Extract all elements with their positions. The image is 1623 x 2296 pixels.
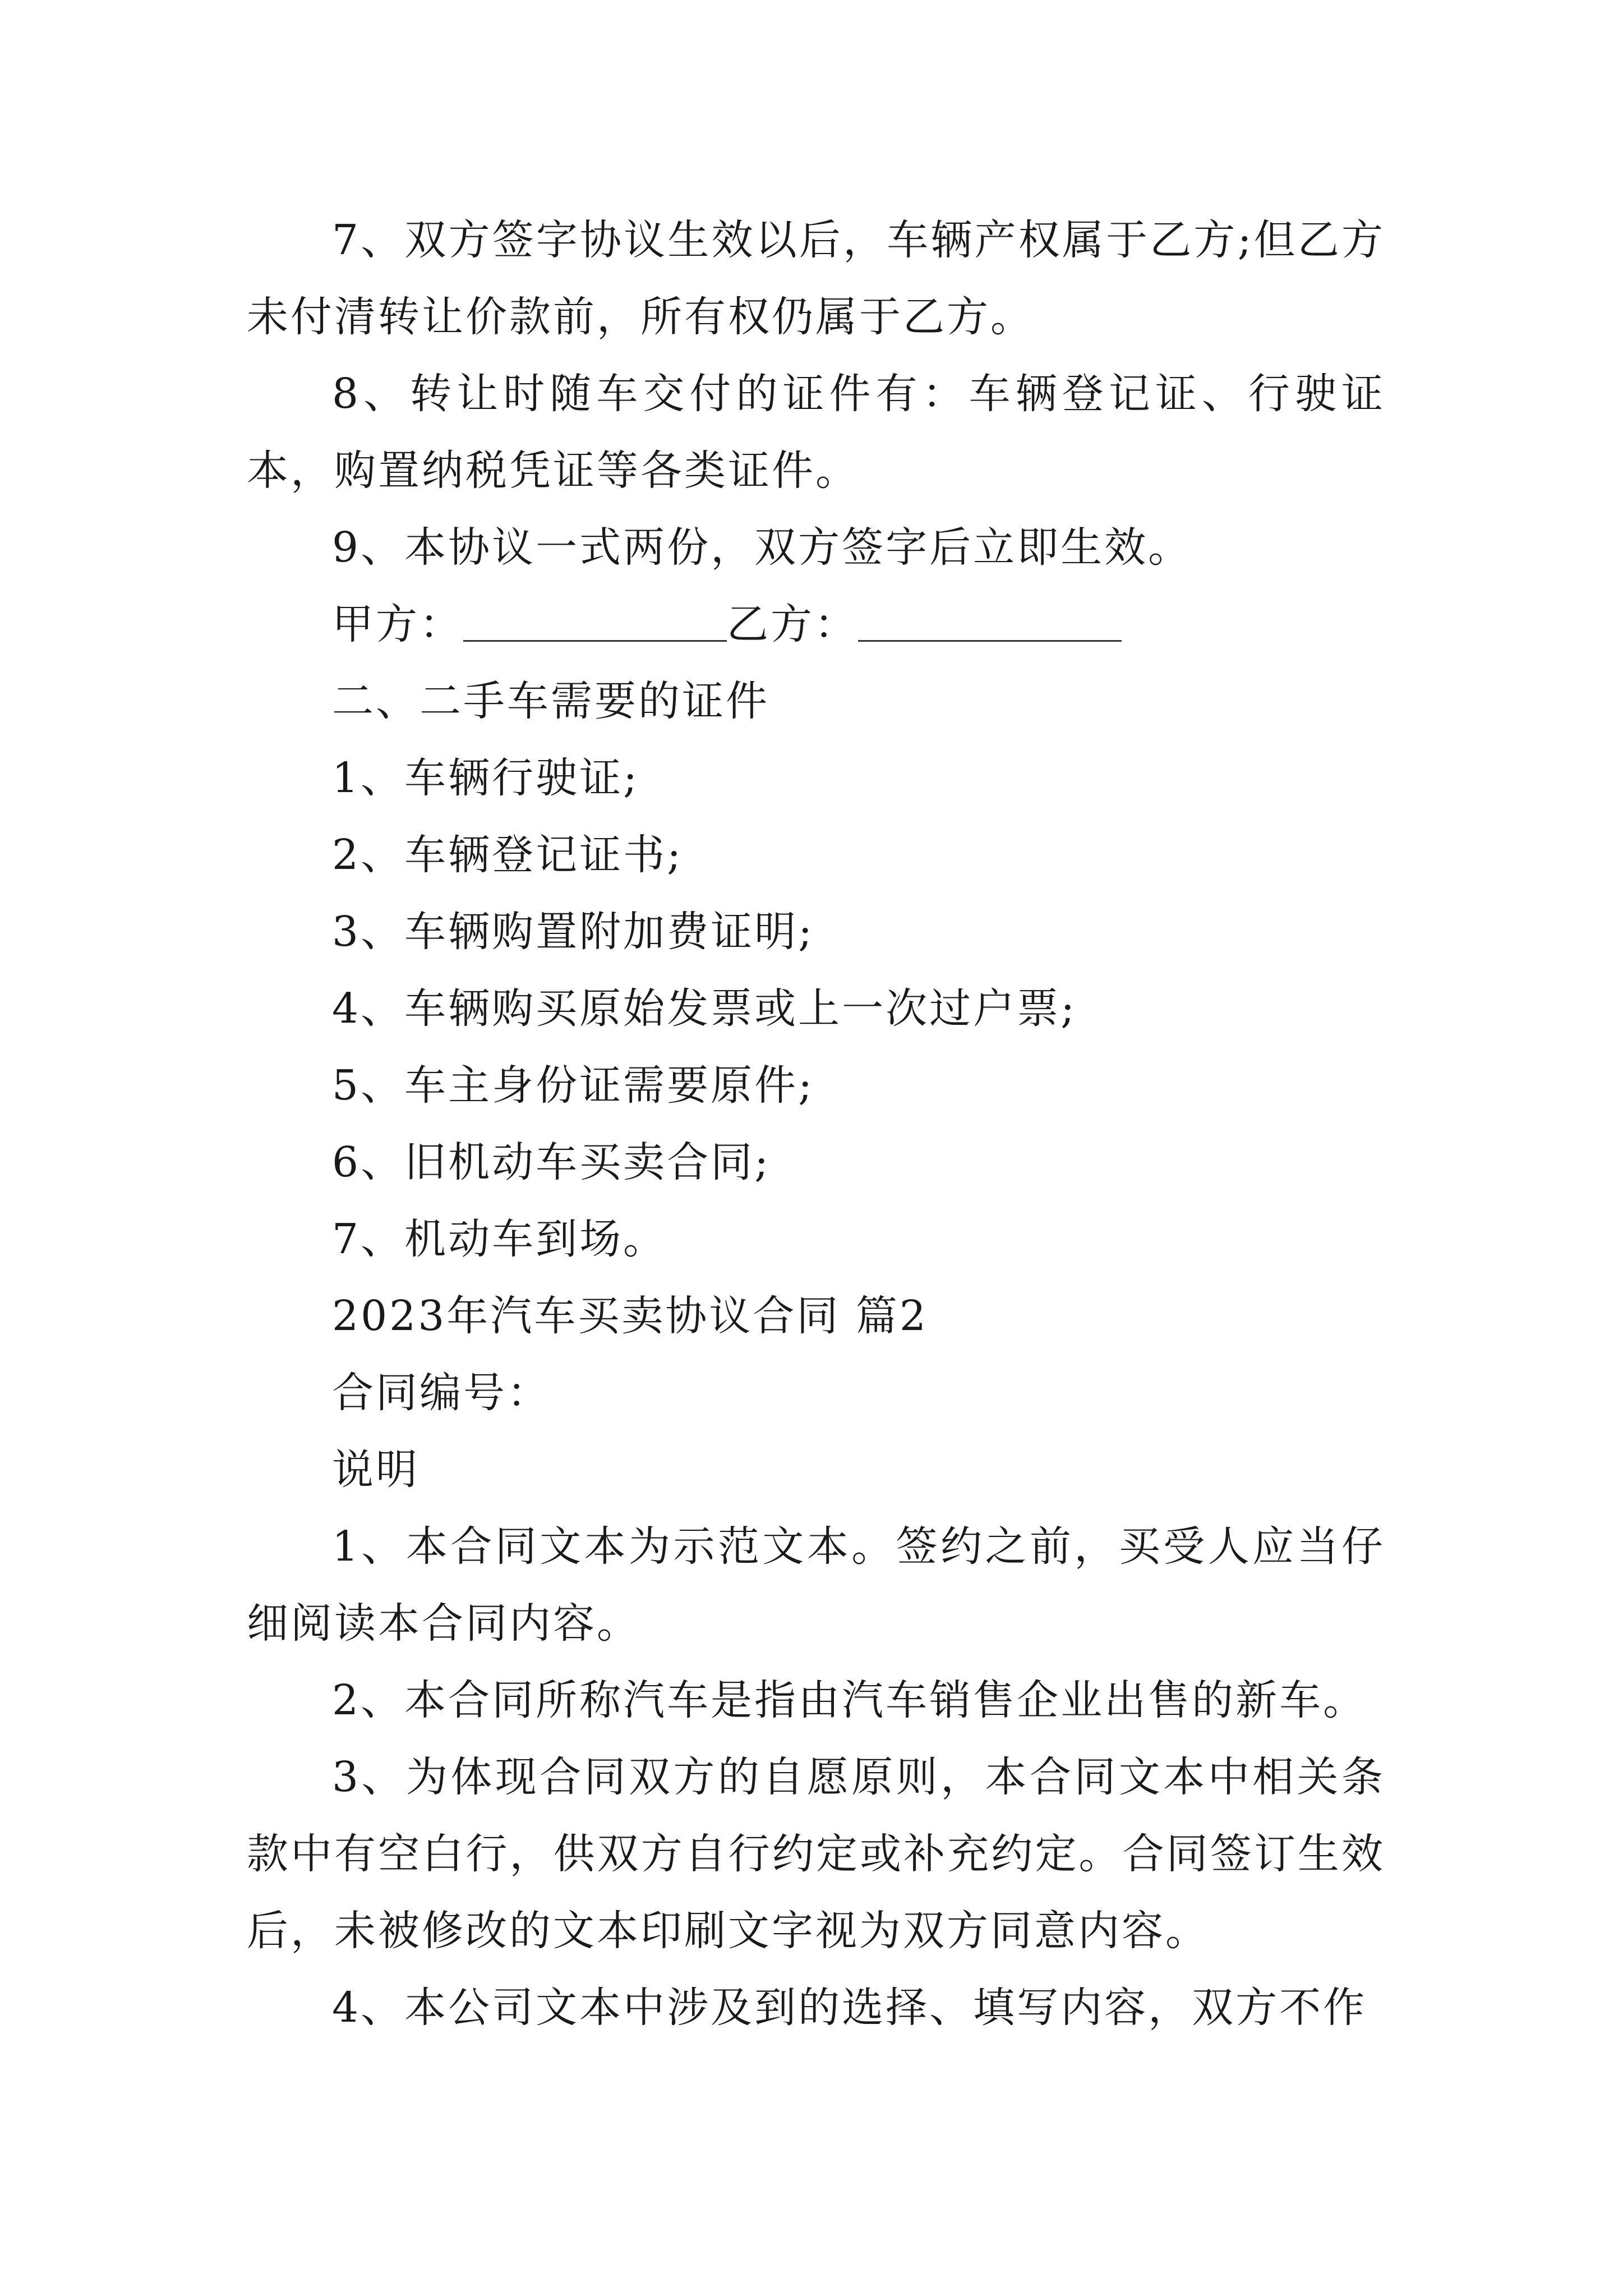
contract-2-title: 2023年汽车买卖协议合同 篇2 (332, 1292, 928, 1340)
clause-8: 8、转让时随车交付的证件有：车辆登记证、行驶证本，购置纳税凭证等各类证件。 (247, 370, 1385, 495)
explanation-heading: 说明 (332, 1446, 419, 1494)
clause-7: 7、双方签字协议生效以后，车辆产权属于乙方;但乙方未付清转让价款前，所有权仍属于乙方。 (247, 216, 1385, 341)
list-item: 6、旧机动车买卖合同; (332, 1138, 771, 1186)
explanation-item: 4、本公司文本中涉及到的选择、填写内容，双方不作 (332, 1984, 1367, 2032)
list-item: 7、机动车到场。 (332, 1215, 667, 1263)
contract-number-label: 合同编号： (332, 1369, 551, 1417)
clause-9: 9、本协议一式两份，双方签字后立即生效。 (332, 523, 1192, 572)
party-a-label: 甲方： (332, 600, 463, 648)
party-a-signature-blank (463, 599, 727, 642)
section-title: 二、二手车需要的证件 (332, 677, 769, 725)
list-item: 5、车主身份证需要原件; (332, 1061, 815, 1110)
explanation-item: 1、本合同文本为示范文本。签约之前，买受人应当仔细阅读本合同内容。 (247, 1522, 1385, 1648)
explanation-item: 2、本合同所称汽车是指由汽车销售企业出售的新车。 (332, 1676, 1367, 1724)
list-item: 1、车辆行驶证; (332, 754, 640, 802)
list-item: 3、车辆购置附加费证明; (332, 908, 815, 956)
party-b-signature-blank (858, 599, 1122, 642)
explanation-item: 3、为体现合同双方的自愿原则，本合同文本中相关条款中有空白行，供双方自行约定或补充约定。合同签订生效后，未被修改的文本印刷文字视为双方同意内容。 (247, 1753, 1385, 1955)
list-item: 2、车辆登记证书; (332, 831, 684, 879)
signature-line (247, 586, 1385, 663)
party-b-label: 乙方： (727, 600, 858, 648)
document-body (247, 202, 1385, 2046)
list-item: 4、车辆购买原始发票或上一次过户票; (332, 984, 1077, 1033)
